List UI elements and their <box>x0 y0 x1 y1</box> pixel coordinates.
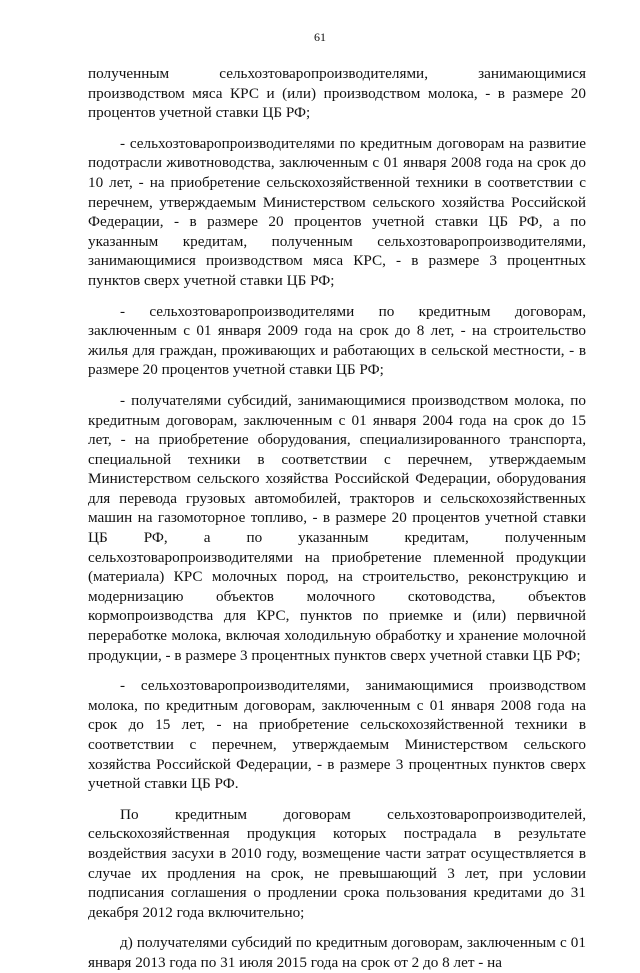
paragraph-1: полученным сельхозтоваропроизводителями, занимающимися производством мяса КРС и (или) производством молока, - в размере 20 процентов учетной ставки ЦБ РФ; <box>88 65 586 122</box>
paragraph-4: - получателями субсидий, занимающимися производством молока, по кредитным договорам, заключенным с 01 января 2004 года на срок до 15 лет, - на приобретение оборудования, специализированного транспорта, специальной техники в соответствии с перечнем, утверждаемым Министерством сельского хозяйства Российской Федерации, оборудования для перевода грузовых автомобилей, тракторов и сельскохозяйственных машин на газомоторное топливо, - в размере 20 процентов учетной ставки ЦБ РФ, а по указанным кредитам, полученным сельхозтоваропроизводителями на приобретение племенной продукции (материала) КРС молочных пород, на строительство, реконструкцию и модернизацию объектов молочного скотоводства, объектов кормопроизводства для КРС, пунктов по приемке и (или) первичной переработке молока, включая холодильную обработку и хранение молочной продукции, - в размере 3 процентных пунктов сверх учетной ставки ЦБ РФ; <box>88 391 586 664</box>
paragraph-3: - сельхозтоваропроизводителями по кредитным договорам, заключенным с 01 января 2009 года на срок до 8 лет, - на строительство жилья для граждан, проживающих и работающих в сельской местности, - в размере 20 процентов учетной ставки ЦБ РФ; <box>88 302 586 379</box>
paragraph-6: По кредитным договорам сельхозтоваропроизводителей, сельскохозяйственная продукция которых пострадала в результате воздействия засухи в 2010 году, возмещение части затрат осуществляется в случае их продления на срок, не превышающий 3 лет, при условии подписания соглашения о продлении срока пользования кредитами до 31 декабря 2012 года включительно; <box>88 805 586 921</box>
paragraph-5: - сельхозтоваропроизводителями, занимающимися производством молока, по кредитным договорам, заключенным с 01 января 2008 года на срок до 15 лет, - на приобретение сельскохозяйственной техники в соответствии с перечнем, утверждаемым Министерством сельского хозяйства Российской Федерации, - в размере 3 процентных пунктов сверх учетной ставки ЦБ РФ. <box>88 677 586 793</box>
document-body <box>88 64 586 973</box>
paragraph-2: - сельхозтоваропроизводителями по кредитным договорам на развитие подотрасли животноводства, заключенным с 01 января 2008 года на срок до 10 лет, - на приобретение сельскохозяйственной техники в соответствии с перечнем, утверждаемым Министерством сельского хозяйства Российской Федерации, - в размере 20 процентов учетной ставки ЦБ РФ, а по указанным кредитам, полученным сельхозтоваропроизводителями, занимающимися производством мяса КРС, - в размере 3 процентных пунктов сверх учетной ставки ЦБ РФ; <box>88 134 586 289</box>
page-number: 61 <box>314 30 326 44</box>
paragraph-7: д) получателями субсидий по кредитным договорам, заключенным с 01 января 2013 года по 31 июля 2015 года на срок от 2 до 8 лет - на <box>88 934 586 971</box>
